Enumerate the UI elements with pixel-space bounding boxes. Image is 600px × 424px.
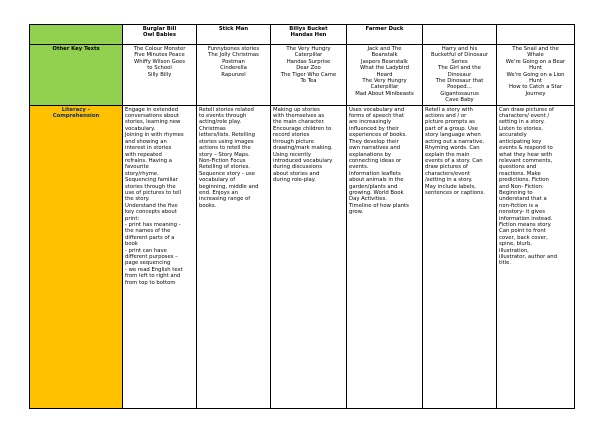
cell-line: information instead. bbox=[499, 215, 553, 222]
cell-line: Retelling of stories. bbox=[199, 164, 251, 171]
cell-line: end. Enjoys an bbox=[199, 189, 238, 196]
cell-line: Heard bbox=[376, 71, 393, 78]
cell-line: Harry and his bbox=[441, 46, 478, 52]
cell-line: - print has meaning - bbox=[125, 221, 181, 228]
cell-line: forms of speech that bbox=[349, 113, 404, 120]
cell-line: beginning, middle and bbox=[199, 183, 259, 190]
cell-line: title. bbox=[499, 260, 512, 267]
cell-line: illustration, bbox=[499, 247, 529, 254]
cell-line: acting out a narrative. bbox=[425, 138, 485, 145]
cell-line: Whiffy Wilson Goes bbox=[133, 58, 185, 65]
cell-line: They develop their bbox=[349, 138, 399, 145]
cell-line: Making up stories bbox=[273, 106, 320, 113]
cell-line: anticipating key bbox=[499, 138, 542, 145]
cell-line: nonstory- it gives bbox=[499, 209, 546, 216]
cell-line: Uses vocabulary and bbox=[349, 106, 405, 113]
cell-line: Timeline of how plants bbox=[349, 202, 409, 209]
cell-line: picture prompts as bbox=[425, 119, 475, 126]
cell-line: spine, blurb, bbox=[499, 241, 532, 248]
cell-line: use of pictures to tell bbox=[125, 189, 182, 196]
cell-line: Can draw pictures of bbox=[499, 106, 554, 113]
corner-cell bbox=[30, 25, 123, 45]
key-texts-label: Other Key Texts bbox=[30, 45, 123, 106]
cell-line: stories, learning new bbox=[125, 119, 181, 126]
column-header bbox=[423, 25, 497, 45]
cell-line: cover, back cover, bbox=[499, 234, 548, 241]
cell-line: Hunt bbox=[529, 65, 542, 72]
cell-line: story/rhyme. bbox=[125, 170, 159, 177]
cell-line: - we read English text bbox=[125, 266, 183, 273]
cell-line: Can point to front bbox=[499, 228, 546, 235]
key-texts-row bbox=[30, 45, 575, 106]
cell-line: to School bbox=[147, 65, 172, 72]
cell-line: about animals in the bbox=[349, 177, 404, 184]
literacy-cell bbox=[497, 105, 575, 408]
cell-line: Five Minutes Peace bbox=[134, 52, 185, 59]
cell-line: drawing/mark making. bbox=[273, 145, 333, 152]
cell-line: own narratives and bbox=[349, 145, 401, 152]
cell-line: Listen to stories, bbox=[499, 125, 543, 132]
literacy-cell bbox=[423, 105, 497, 408]
cell-line: illustrator, author and bbox=[499, 254, 557, 260]
cell-line: connecting ideas or bbox=[349, 157, 402, 164]
cell-line: stories using images bbox=[199, 138, 254, 145]
cell-line: the names of the bbox=[125, 228, 171, 235]
cell-line: draw pictures of bbox=[425, 164, 468, 171]
column-header: Burglar Bill Owl Babies bbox=[123, 25, 197, 45]
column-header bbox=[497, 25, 575, 45]
literacy-cell bbox=[347, 105, 423, 408]
cell-line: Beanstalk bbox=[371, 52, 398, 59]
cell-line: Rhyming words. Can bbox=[425, 145, 480, 152]
cell-line: Mad About Minibeasts bbox=[355, 90, 414, 97]
cell-line: Hunt bbox=[529, 78, 542, 85]
cell-line: Non-Fiction Focus bbox=[199, 157, 246, 164]
cell-line: explain the main bbox=[425, 151, 470, 158]
cell-line: are increasingly bbox=[349, 119, 392, 126]
cell-line: The Tiger Who Came bbox=[280, 71, 337, 78]
cell-line: The Dinosaur that bbox=[435, 78, 484, 85]
cell-line: Gigantosaurus bbox=[440, 90, 479, 97]
cell-line: vocabulary of bbox=[199, 177, 236, 184]
cell-line: predictions. Fiction bbox=[499, 177, 549, 184]
cell-line: The Snail and the bbox=[512, 46, 559, 52]
curriculum-table bbox=[29, 24, 575, 409]
cell-line: the story. bbox=[125, 196, 150, 203]
cell-line: explanations by bbox=[349, 151, 392, 158]
cell-line: introduced vocabulary bbox=[273, 157, 333, 164]
cell-line: actions and / or bbox=[425, 113, 467, 120]
cell-line: from top to bottom bbox=[125, 279, 176, 286]
cell-line: accurately bbox=[499, 132, 527, 139]
cell-line: The Girl and the bbox=[438, 65, 481, 72]
cell-line: books. bbox=[199, 202, 217, 209]
cell-line: Retell stories related bbox=[199, 106, 254, 113]
cell-line: Rapunzel bbox=[221, 71, 246, 78]
cell-line: letters/lists. Retelling bbox=[199, 132, 255, 139]
cell-line: Series bbox=[451, 58, 468, 65]
cell-line: Postman bbox=[222, 58, 245, 65]
column-header: Billys Bucket Handas Hen bbox=[271, 25, 347, 45]
cell-line: Cave Baby bbox=[445, 97, 474, 104]
literacy-row bbox=[30, 105, 575, 408]
cell-line: vocabulary. bbox=[125, 125, 156, 132]
cell-line: different parts of a bbox=[125, 234, 175, 241]
cell-line: We're Going on a Bear bbox=[505, 58, 566, 65]
literacy-label: Literacy – Comprehension bbox=[30, 105, 123, 408]
cell-line: understand that a bbox=[499, 196, 547, 203]
cell-line: We're Going on a Lion bbox=[506, 71, 565, 78]
cell-line: Jaspers Beanstalk bbox=[361, 58, 408, 65]
cell-line: part of a group. Use bbox=[425, 125, 478, 132]
cell-line: Beginning to bbox=[499, 189, 533, 196]
cell-line: Caterpillar bbox=[294, 52, 323, 59]
cell-line: conversations about bbox=[125, 113, 179, 120]
cell-line: Journey bbox=[525, 90, 546, 97]
cell-line: interest in stories bbox=[125, 145, 172, 152]
cell-line: different purposes – bbox=[125, 254, 178, 260]
cell-line: Understand the five bbox=[125, 202, 178, 209]
cell-line: increasing range of bbox=[199, 196, 251, 203]
cell-line: reactions. Make bbox=[499, 170, 541, 177]
cell-line: non-fiction is a bbox=[499, 202, 539, 209]
cell-line: The Very Hungry bbox=[362, 78, 407, 85]
cell-line: to events through bbox=[199, 113, 247, 120]
cell-line: Cinderella bbox=[220, 65, 247, 72]
cell-line: with repeated bbox=[125, 151, 162, 158]
cell-line: influenced by their bbox=[349, 125, 399, 132]
cell-line: - print can have bbox=[125, 247, 167, 254]
cell-line: events. bbox=[349, 164, 369, 171]
cell-line: May include labels, bbox=[425, 183, 476, 190]
key-texts-cell bbox=[271, 45, 347, 106]
cell-line: during role-play. bbox=[273, 177, 316, 184]
cell-line: What the Ladybird bbox=[360, 65, 409, 72]
key-texts-cell bbox=[123, 45, 197, 106]
cell-line: Bucketful of Dinosaur bbox=[431, 52, 488, 59]
cell-line: events of a story. Can bbox=[425, 157, 483, 164]
cell-line: from left to right and bbox=[125, 273, 181, 280]
key-texts-cell bbox=[347, 45, 423, 106]
cell-line: experiences of books. bbox=[349, 132, 407, 139]
cell-line: stories through the bbox=[125, 183, 176, 190]
cell-line: setting in a story. bbox=[499, 119, 545, 126]
cell-line: during discussions bbox=[273, 164, 322, 171]
key-texts-cell bbox=[497, 45, 575, 106]
cell-line: Fiction means story. bbox=[499, 221, 552, 228]
cell-line: about stories and bbox=[273, 170, 320, 177]
cell-line: and showing an bbox=[125, 138, 167, 145]
cell-line: story language when bbox=[425, 132, 481, 139]
column-header: Farmer Duck bbox=[347, 25, 423, 45]
cell-line: Jack and The bbox=[367, 46, 402, 52]
cell-line: Sequencing familiar bbox=[125, 177, 178, 184]
cell-line: page sequencing bbox=[125, 260, 171, 267]
cell-line: events & respond to bbox=[499, 145, 553, 152]
header-row bbox=[30, 25, 575, 45]
column-header: Stick Man bbox=[197, 25, 271, 45]
cell-line: Handas Surprise bbox=[286, 58, 331, 65]
cell-line: grow. bbox=[349, 209, 364, 216]
cell-line: questions and bbox=[499, 164, 537, 171]
cell-line: Retell a story with bbox=[425, 106, 473, 113]
cell-line: what they hear with bbox=[499, 151, 553, 158]
literacy-cell bbox=[271, 105, 347, 408]
cell-line: relevant comments, bbox=[499, 157, 553, 164]
cell-line: Information leaflets bbox=[349, 170, 401, 177]
cell-line: refrains. Having a bbox=[125, 157, 173, 164]
cell-line: Joining in with rhymes bbox=[125, 132, 184, 139]
cell-line: Dinosaur bbox=[447, 71, 472, 78]
literacy-cell bbox=[123, 105, 197, 408]
cell-line: through picture bbox=[273, 138, 314, 145]
cell-line: story – Story Maps. bbox=[199, 151, 250, 158]
cell-line: with themselves as bbox=[273, 113, 325, 120]
cell-line: Day Activities. bbox=[349, 196, 387, 203]
cell-line: Pooped… bbox=[447, 84, 472, 91]
cell-line: /setting in a story. bbox=[425, 177, 473, 184]
literacy-cell bbox=[197, 105, 271, 408]
cell-line: Encourage children to bbox=[273, 125, 332, 132]
cell-line: characters/ event / bbox=[499, 113, 550, 120]
cell-line: Christmas bbox=[199, 125, 226, 132]
cell-line: print: bbox=[125, 215, 140, 222]
cell-line: Silly Billy bbox=[147, 71, 172, 78]
cell-line: How to Catch a Star bbox=[508, 84, 562, 91]
cell-line: Engage in extended bbox=[125, 106, 179, 113]
cell-line: Whale bbox=[527, 52, 544, 59]
cell-line: sentences or captions. bbox=[425, 189, 485, 196]
cell-line: To Tea bbox=[300, 78, 317, 85]
cell-line: The Very Hungry bbox=[286, 46, 331, 52]
key-texts-cell bbox=[197, 45, 271, 106]
cell-line: book bbox=[125, 241, 138, 248]
cell-line: favourite bbox=[125, 164, 149, 171]
cell-line: the main character. bbox=[273, 119, 325, 126]
cell-line: acting/role play. bbox=[199, 119, 242, 126]
cell-line: characters/event bbox=[425, 170, 470, 177]
cell-line: key concepts about bbox=[125, 209, 177, 216]
cell-line: Dear Zoo bbox=[296, 65, 321, 72]
cell-line: The Jolly Christmas bbox=[208, 52, 259, 59]
cell-line: record stories bbox=[273, 132, 310, 139]
cell-line: Funnybones stories bbox=[207, 46, 260, 52]
cell-line: garden/plants and bbox=[349, 183, 398, 190]
key-texts-cell bbox=[423, 45, 497, 106]
cell-line: Using recently bbox=[273, 151, 312, 158]
cell-line: Caterpillar bbox=[370, 84, 399, 91]
cell-line: The Colour Monster bbox=[133, 46, 186, 52]
cell-line: growing. World Book bbox=[349, 189, 404, 196]
cell-line: Sequence story - use bbox=[199, 170, 255, 177]
cell-line: actions to retell the bbox=[199, 145, 251, 152]
cell-line: and Non- Fiction: bbox=[499, 183, 544, 190]
